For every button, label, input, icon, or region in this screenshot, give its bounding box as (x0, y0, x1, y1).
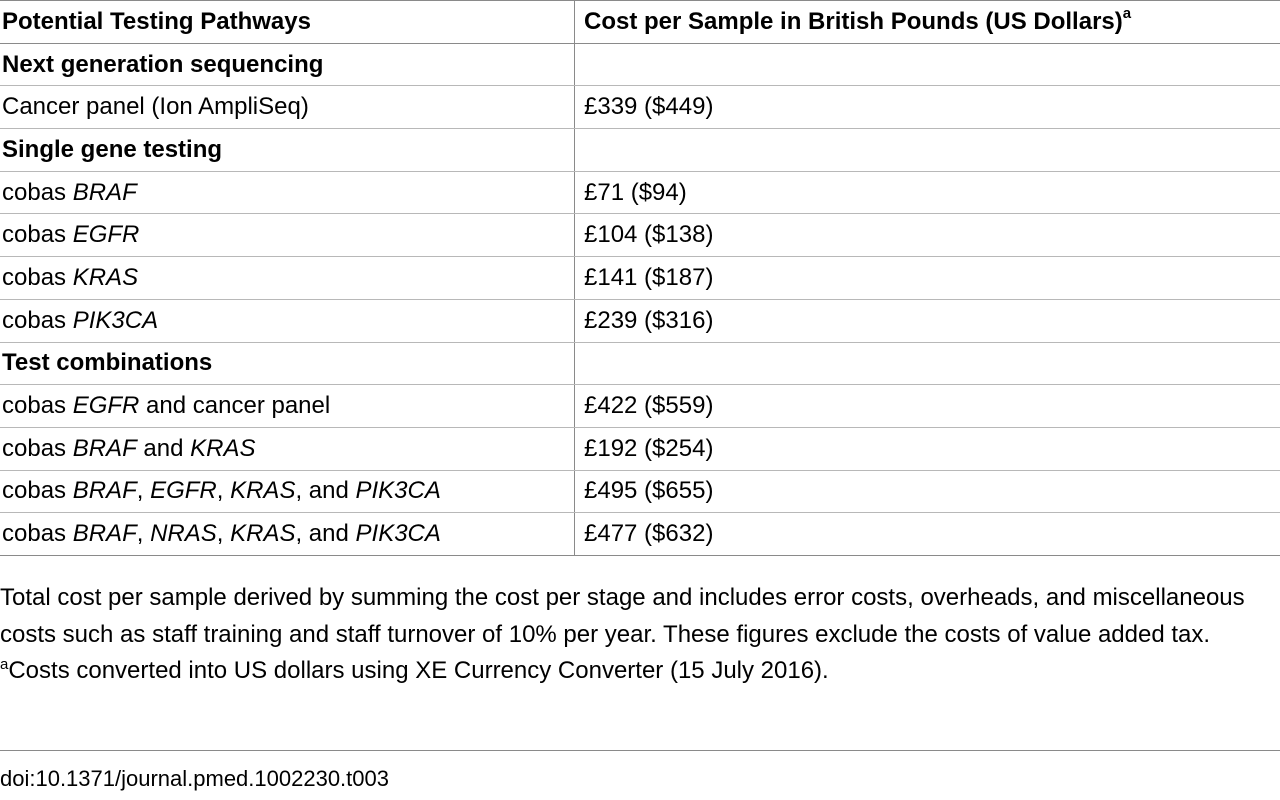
gene-name: PIK3CA (355, 477, 441, 505)
table-row (0, 86, 1280, 129)
testing-pathway-cell (0, 257, 575, 300)
header-cost-per-sample-label: Cost per Sample in British Pounds (US Dollars) (584, 7, 1123, 35)
pathway-text: , (216, 520, 231, 548)
header-footnote-marker: a (1122, 4, 1132, 22)
header-testing-pathways-label: Potential Testing Pathways (2, 7, 311, 35)
table-row (0, 385, 1280, 428)
testing-pathway-cell (0, 385, 575, 428)
testing-pathway-cell (0, 171, 575, 214)
doi-identifier: doi:10.1371/journal.pmed.1002230.t003 (0, 766, 389, 791)
pathway-text: cobas (2, 520, 73, 548)
gene-name: PIK3CA (72, 306, 159, 334)
total-cost-note: Total cost per sample derived by summing the cost per stage and includes error costs, overheads, and miscellaneous costs such as staff training and staff turnover of 10% per year. These figures exclude the costs of value added tax. (0, 584, 1245, 648)
pathway-text: , (136, 520, 151, 548)
pathway-text: cobas (2, 434, 73, 462)
pathway-text: cobas (2, 263, 73, 291)
section-label: Next generation sequencing (0, 43, 575, 86)
pathway-text: , (216, 477, 231, 505)
gene-name: BRAF (72, 178, 137, 206)
section-row (0, 129, 1280, 172)
pathway-text: , (136, 477, 151, 505)
pathway-text: Cancer panel (Ion AmpliSeq) (2, 93, 309, 121)
section-label: Single gene testing (0, 129, 575, 172)
table-body (0, 43, 1280, 555)
cost-cell: £422 ($559) (575, 385, 1280, 428)
testing-pathway-cell (0, 214, 575, 257)
cost-cell: £104 ($138) (575, 214, 1280, 257)
cost-cell: £71 ($94) (575, 171, 1280, 214)
table-row (0, 171, 1280, 214)
pathway-text: and cancer panel (139, 392, 331, 420)
table-row (0, 257, 1280, 300)
cost-cell: £192 ($254) (575, 427, 1280, 470)
header-cost-per-sample (575, 1, 1280, 44)
pathway-text: cobas (2, 477, 73, 505)
currency-conversion-note (0, 653, 1270, 690)
testing-pathway-cell (0, 299, 575, 342)
testing-pathway-cell (0, 470, 575, 513)
cost-cell: £239 ($316) (575, 299, 1280, 342)
section-empty-cell (575, 342, 1280, 385)
gene-name: BRAF (72, 477, 137, 505)
cost-cell: £477 ($632) (575, 513, 1280, 556)
gene-name: EGFR (72, 392, 140, 420)
pathway-text: and (136, 434, 191, 462)
header-testing-pathways (0, 1, 575, 44)
gene-name: PIK3CA (355, 520, 441, 548)
cost-cell: £141 ($187) (575, 257, 1280, 300)
footnote-divider (0, 750, 1280, 751)
pathway-text: cobas (2, 392, 73, 420)
pathway-text: cobas (2, 306, 73, 334)
table-row (0, 427, 1280, 470)
gene-name: KRAS (230, 477, 296, 505)
section-label: Test combinations (0, 342, 575, 385)
gene-name: BRAF (72, 434, 137, 462)
pathway-text: , and (295, 520, 356, 548)
gene-name: EGFR (150, 477, 217, 505)
testing-pathway-cell (0, 513, 575, 556)
section-empty-cell (575, 129, 1280, 172)
table-footnotes (0, 580, 1270, 690)
pathway-text: , and (295, 477, 356, 505)
gene-name: KRAS (72, 263, 139, 291)
testing-pathway-cell (0, 86, 575, 129)
conversion-footnote-marker: a (0, 656, 9, 673)
pathway-text: cobas (2, 221, 73, 249)
gene-name: BRAF (72, 520, 137, 548)
gene-name: EGFR (72, 221, 140, 249)
table-row (0, 513, 1280, 556)
pathway-text: cobas (2, 178, 73, 206)
table-header-row (0, 1, 1280, 44)
gene-name: KRAS (230, 520, 296, 548)
table-row (0, 470, 1280, 513)
cost-cell: £495 ($655) (575, 470, 1280, 513)
table-row (0, 214, 1280, 257)
cost-cell: £339 ($449) (575, 86, 1280, 129)
conversion-note-text: Costs converted into US dollars using XE Currency Converter (15 July 2016). (8, 657, 829, 684)
gene-name: NRAS (150, 520, 217, 548)
section-row (0, 342, 1280, 385)
gene-name: KRAS (190, 434, 256, 462)
table-row (0, 299, 1280, 342)
section-row (0, 43, 1280, 86)
testing-pathway-cell (0, 427, 575, 470)
section-empty-cell (575, 43, 1280, 86)
